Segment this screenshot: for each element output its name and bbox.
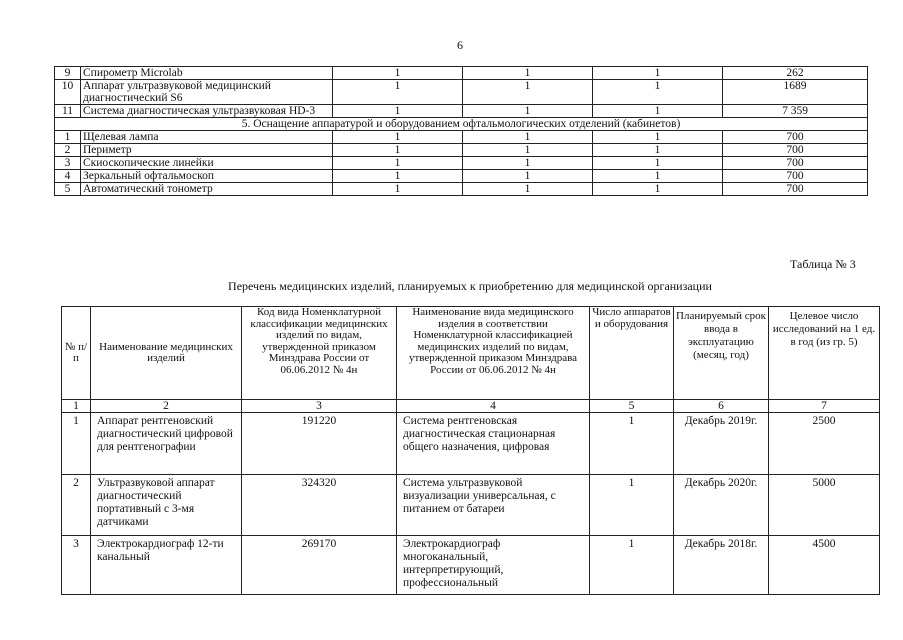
item-name: Спирометр Microlab [81,67,333,80]
item-name: Зеркальный офтальмоскоп [81,170,333,183]
item-name: Аппарат ультразвуковой медицинский диагностический S6 [81,80,333,105]
header-row [62,307,880,400]
section-title: 5. Оснащение аппаратурой и оборудованием офтальмологических отделений (кабинетов) [55,118,868,131]
table-row: 3 Электрокардиограф 12-ти канальный 269170 Электрокардиограф многоканальный, интерпретирующий, профессиональный 1 Декабрь 2018г. 4500 [62,536,880,595]
table-row: 2 Периметр 1 1 1 700 [55,144,868,157]
column-number-row: 1 2 3 4 5 6 7 [62,400,880,413]
table-row: 1 Аппарат рентгеновский диагностический цифровой для рентгенографии 191220 Система рентгеновская диагностическая стационарная общего назначения, цифровая 1 Декабрь 2019г. 2500 [62,413,880,475]
table-row: 3 Скиоскопические линейки 1 1 1 700 [55,157,868,170]
item-name: Щелевая лампа [81,131,333,144]
page-number: 6 [457,38,463,52]
table-row: 1 Щелевая лампа 1 1 1 700 [55,131,868,144]
header-cell: Планируемый срок ввода в эксплуатацию (месяц, год) [674,307,769,400]
table-row: 10 Аппарат ультразвуковой медицинский диагностический S6 1 1 1 1689 [55,80,868,105]
equipment-table [54,66,868,196]
item-name: Автоматический тонометр [81,183,333,196]
header-cell: Наименование вида медицинского изделия в соответствии Номенклатурной классификацией медицинских изделий по видам, утвержденной приказом Минздрава России от 06.06.2012 № 4н [397,307,590,400]
item-name: Электрокардиограф 12-ти канальный [91,536,242,595]
table-row: 4 Зеркальный офтальмоскоп 1 1 1 700 [55,170,868,183]
table-row: 2 Ультразвуковой аппарат диагностический портативный с 3-мя датчиками 324320 Система ультразвуковой визуализации универсальная, с питанием от батареи 1 Декабрь 2020г. 5000 [62,475,880,536]
table-title: Перечень медицинских изделий, планируемых к приобретению для медицинской организации [228,279,712,293]
header-cell: № п/п [62,307,91,400]
item-name: Система диагностическая ультразвуковая HD-3 [81,105,333,118]
item-name: Периметр [81,144,333,157]
table-row: 9 Спирометр Microlab 1 1 1 262 [55,67,868,80]
item-name: Ультразвуковой аппарат диагностический портативный с 3-мя датчиками [91,475,242,536]
planned-purchase-table [61,306,880,595]
item-name: Аппарат рентгеновский диагностический цифровой для рентгенографии [91,413,242,475]
table-row: 5 Автоматический тонометр 1 1 1 700 [55,183,868,196]
header-cell: Наименование медицинских изделий [91,307,242,400]
header-cell: Целевое число исследований на 1 ед. в год (из гр. 5) [769,307,880,400]
table-caption: Таблица № 3 [790,257,856,271]
table-row: 11 Система диагностическая ультразвуковая HD-3 1 1 1 7 359 [55,105,868,118]
header-cell: Код вида Номенклатурной классификации медицинских изделий по видам, утвержденной приказом Минздрава России от 06.06.2012 № 4н [242,307,397,400]
item-name: Скиоскопические линейки [81,157,333,170]
section-row [55,118,868,131]
header-cell: Число аппаратов и оборудования [590,307,674,400]
